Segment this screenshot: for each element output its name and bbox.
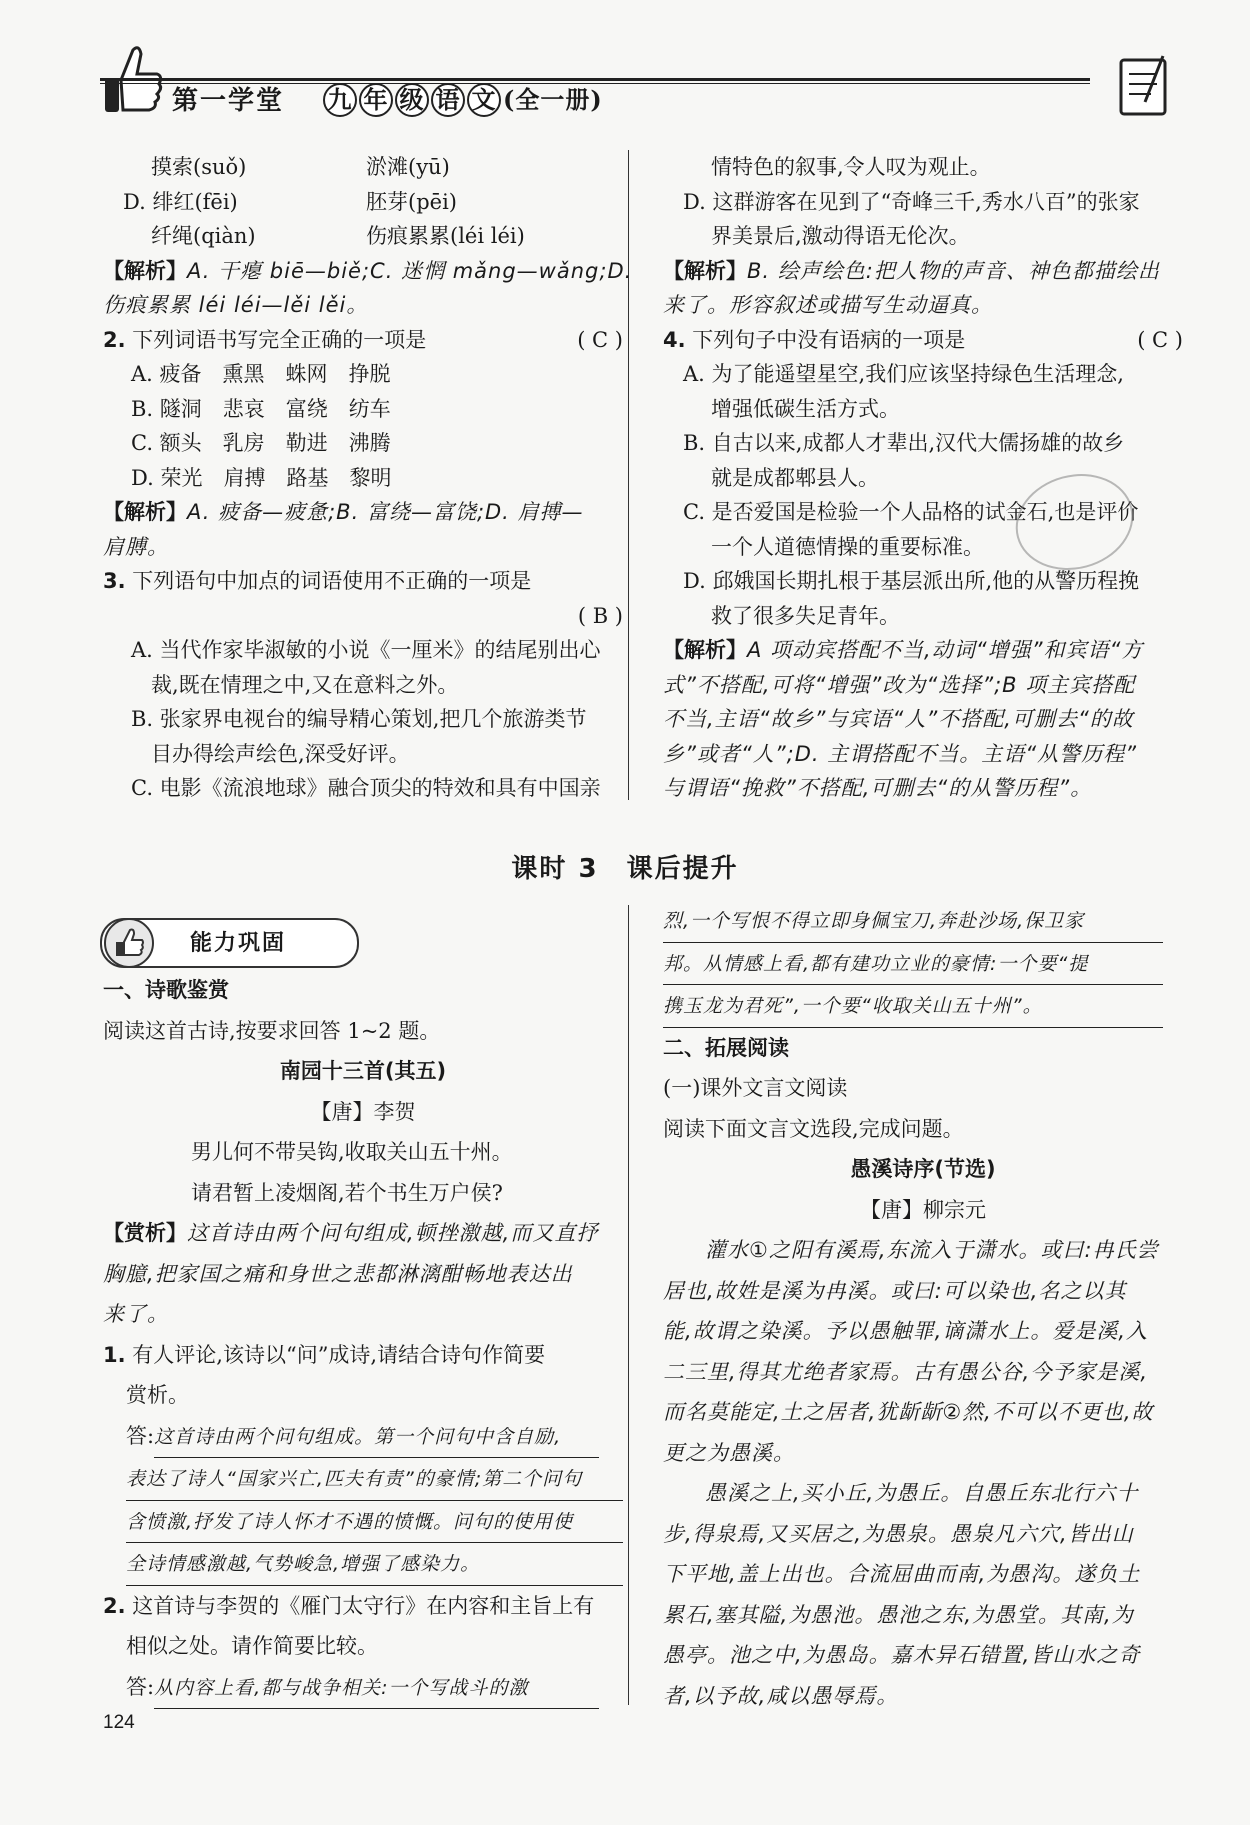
word-pinyin: 纤绳(qiàn) <box>151 224 256 248</box>
option-line: B. 自古以来,成都人才辈出,汉代大儒扬雄的故乡 <box>683 431 1125 455</box>
appreciation-text: 来了。 <box>103 1302 169 1326</box>
analysis-text: 与谓语“挽救”不搭配,可删去“的从警历程”。 <box>663 776 1093 800</box>
subsection-heading: (一)课外文言文阅读 <box>663 1076 848 1100</box>
answer-line <box>103 1543 623 1586</box>
analysis <box>663 254 1183 289</box>
thumbs-up-icon <box>104 918 154 968</box>
analysis-text: B. 绘声绘色:把人物的声音、神色都描绘出 <box>747 258 1160 283</box>
book-icon <box>1115 50 1175 120</box>
question-2 <box>103 323 623 358</box>
question-stem: 下列语句中加点的词语使用不正确的一项是 <box>132 569 532 593</box>
option-line: 一个人道德情操的重要标准。 <box>711 534 984 559</box>
question-number: 3. <box>103 569 126 593</box>
option-line: D. 这群游客在见到了“奇峰三千,秀水八百”的张家 <box>683 189 1140 214</box>
answer-line <box>103 1501 623 1544</box>
option-line: C. 额头 乳房 勒进 沸腾 <box>131 431 391 455</box>
passage-line: 愚溪之上,买小丘,为愚丘。自愚丘东北行六十 <box>705 1481 1139 1505</box>
passage-line: 能,故谓之染溪。予以愚触罪,谪潇水上。爱是溪,入 <box>663 1319 1149 1343</box>
answer-line <box>103 1416 623 1459</box>
left-column-top <box>103 150 633 806</box>
handwritten-answer: 含愤激,抒发了诗人怀才不遇的愤慨。问句的使用使 <box>126 1502 623 1544</box>
analysis-label: 【解析】 <box>663 638 747 662</box>
question-answer: ( B ) <box>577 603 623 628</box>
grade-char: 年 <box>359 83 393 117</box>
option-row <box>103 150 623 185</box>
analysis-text: 式”不搭配,可将“增强”改为“选择”;B 项主宾搭配 <box>663 672 1136 697</box>
analysis-text: 伤痕累累 léi léi—lěi lěi。 <box>103 293 369 317</box>
section-badge <box>100 918 359 968</box>
answer-line <box>103 1458 623 1501</box>
passage-line: 下平地,盖上出也。合流屈曲而南,为愚沟。遂负土 <box>663 1562 1141 1586</box>
question-2 <box>103 1586 623 1627</box>
option-line: 增强低碳生活方式。 <box>711 396 900 421</box>
poem-line: 男儿何不带吴钩,收取关山五十州。 <box>191 1140 513 1164</box>
passage-line: 二三里,得其尤绝者家焉。古有愚公谷,今予家是溪, <box>663 1359 1149 1384</box>
grade-char: 九 <box>323 83 357 117</box>
answer-label: 答: <box>126 1674 155 1699</box>
question-stem: 有人评论,该诗以“问”成诗,请结合诗句作简要 <box>132 1342 546 1367</box>
analysis-label: 【解析】 <box>103 258 187 283</box>
analysis <box>103 254 633 289</box>
question-stem: 赏析。 <box>126 1383 189 1407</box>
option-line: 裁,既在情理之中,又在意料之外。 <box>151 672 459 697</box>
analysis-text: 乡”或者“人”;D. 主谓搭配不当。主语“从警历程” <box>663 741 1137 766</box>
question-stem: 相似之处。请作简要比较。 <box>126 1634 378 1658</box>
passage-line: 步,得泉焉,又买居之,为愚泉。愚泉凡六穴,皆出山 <box>663 1521 1134 1546</box>
analysis <box>103 530 623 565</box>
brand-title: 第一学堂 <box>172 86 285 116</box>
handwritten-answer: 携玉龙为君死”,一个要“收取关山五十州”。 <box>663 986 1163 1028</box>
option-line: D. 邱娥国长期扎根于基层派出所,他的从警历程挽 <box>683 569 1140 593</box>
analysis <box>103 495 623 530</box>
right-column-bottom <box>663 900 1183 1716</box>
handwritten-answer: 邦。从情感上看,都有建功立业的豪情:一个要“提 <box>663 944 1163 986</box>
question-4 <box>663 323 1183 358</box>
column-divider-top <box>628 150 629 800</box>
analysis-label: 【解析】 <box>103 500 187 524</box>
left-column-bottom <box>103 970 623 1709</box>
header-rule-thin <box>100 83 1090 84</box>
answer-line <box>663 985 1183 1028</box>
option-line: A. 为了能遥望星空,我们应该坚持绿色生活理念, <box>683 362 1124 386</box>
page-header <box>95 40 1175 135</box>
answer-line <box>663 900 1183 943</box>
question-stem: 下列词语书写完全正确的一项是 <box>132 327 427 352</box>
question-number: 4. <box>663 327 686 352</box>
instruction: 阅读这首古诗,按要求回答 1~2 题。 <box>103 1018 441 1043</box>
grade-title <box>323 80 603 117</box>
word-pinyin: 摸索(suǒ) <box>151 155 247 179</box>
appreciation-label: 【赏析】 <box>103 1221 187 1245</box>
page-number: 124 <box>103 1712 135 1733</box>
question-answer: ( C ) <box>577 327 623 352</box>
passage-line: 灌水①之阳有溪焉,东流入于潇水。或曰:冉氏尝 <box>705 1238 1159 1262</box>
option-line: 界美景后,激动得语无伦次。 <box>711 224 970 248</box>
word-pinyin: 伤痕累累(léi léi) <box>366 224 525 248</box>
option-line: A. 当代作家毕淑敏的小说《一厘米》的结尾别出心 <box>131 638 601 662</box>
handwritten-answer: 烈,一个写恨不得立即身佩宝刀,奔赴沙场,保卫家 <box>663 901 1163 943</box>
option-row <box>103 219 623 254</box>
analysis-text: 来了。形容叙述或描写生动逼真。 <box>663 293 993 317</box>
option-line: C. 是否爱国是检验一个人品格的试金石,也是评价 <box>683 500 1139 524</box>
poem-line: 请君暂上凌烟阁,若个书生万户侯? <box>191 1180 503 1205</box>
passage-line: 者,以予故,咸以愚辱焉。 <box>663 1683 899 1708</box>
option-line: 就是成都郫县人。 <box>711 465 879 490</box>
word-pinyin: 淤滩(yū) <box>366 155 450 179</box>
lesson-title: 课时 3 课后提升 <box>511 854 739 884</box>
handwritten-answer: 从内容上看,都与战争相关:一个写战斗的激 <box>154 1668 599 1710</box>
option-line: 目办得绘声绘色,深受好评。 <box>151 741 410 766</box>
passage-line: 累石,塞其隘,为愚池。愚池之东,为愚堂。其南,为 <box>663 1602 1134 1627</box>
appreciation-text: 胸臆,把家国之痛和身世之悲都淋漓酣畅地表达出 <box>103 1261 573 1286</box>
handwritten-answer: 全诗情感激越,气势峻急,增强了感染力。 <box>126 1544 623 1586</box>
word-pinyin: D. 绯红(fēi) <box>123 189 238 214</box>
passage-title: 愚溪诗序(节选) <box>850 1157 996 1181</box>
option-line: 救了很多失足青年。 <box>711 603 900 628</box>
option-row <box>103 185 623 220</box>
handwritten-answer: 表达了诗人“国家兴亡,匹夫有责”的豪情;第二个问句 <box>126 1459 623 1501</box>
appreciation <box>103 1213 623 1254</box>
option-line: C. 电影《流浪地球》融合顶尖的特效和具有中国亲 <box>131 776 601 800</box>
analysis-text: A. 疲备—疲惫;B. 富绕—富饶;D. 肩搏— <box>187 500 584 524</box>
analysis-text: A. 干瘪 biē—biě;C. 迷惘 mǎng—wǎng;D. <box>187 258 633 283</box>
grade-char: 级 <box>395 83 429 117</box>
question-stem: 下列句子中没有语病的一项是 <box>692 327 966 352</box>
passage-line: 愚亭。池之中,为愚岛。嘉木异石错置,皆山水之奇 <box>663 1643 1141 1667</box>
analysis <box>103 288 623 323</box>
appreciation-text: 这首诗由两个问句组成,顿挫激越,而又直抒 <box>187 1221 599 1245</box>
column-divider-bottom <box>628 905 629 1705</box>
option-line: A. 疲备 熏黑 蛛网 挣脱 <box>131 362 391 386</box>
analysis-text: A 项动宾搭配不当,动词“增强”和宾语“方 <box>747 638 1144 662</box>
answer-line <box>103 1667 623 1710</box>
analysis-text: 不当,主语“故乡”与宾语“人”不搭配,可删去“的故 <box>663 707 1134 731</box>
question-number: 2. <box>103 1593 126 1618</box>
header-rule <box>100 78 1090 81</box>
option-line: D. 荣光 肩搏 路基 黎明 <box>131 465 392 490</box>
instruction: 阅读下面文言文选段,完成问题。 <box>663 1116 964 1141</box>
volume-label: (全一册) <box>503 85 603 114</box>
answer-line <box>663 943 1183 986</box>
analysis-label: 【解析】 <box>663 258 747 283</box>
option-line: B. 张家界电视台的编导精心策划,把几个旅游类节 <box>131 707 587 731</box>
passage-line: 居也,故姓是溪为冉溪。或曰:可以染也,名之以其 <box>663 1278 1127 1303</box>
grade-char: 语 <box>431 83 465 117</box>
section-heading: 一、诗歌鉴赏 <box>103 978 229 1002</box>
passage-author: 【唐】柳宗元 <box>860 1197 986 1222</box>
word-pinyin: 胚芽(pēi) <box>366 189 457 214</box>
passage-line: 而名莫能定,土之居者,犹龂龂②然,不可以不更也,故 <box>663 1400 1154 1424</box>
analysis <box>663 633 1183 668</box>
question-stem: 这首诗与李贺的《雁门太守行》在内容和主旨上有 <box>132 1593 595 1618</box>
passage-line: 更之为愚溪。 <box>663 1440 795 1465</box>
answer-label: 答: <box>126 1423 155 1448</box>
analysis-text: 肩膊。 <box>103 534 169 559</box>
option-line: 情特色的叙事,令人叹为观止。 <box>711 155 991 179</box>
section-heading: 二、拓展阅读 <box>663 1035 789 1060</box>
handwritten-answer: 这首诗由两个问句组成。第一个问句中含自励, <box>154 1417 599 1459</box>
option-line: B. 隧洞 悲哀 富绕 纺车 <box>131 396 391 421</box>
question-3 <box>103 564 623 599</box>
poem-author: 【唐】李贺 <box>310 1099 416 1124</box>
question-1 <box>103 1335 623 1376</box>
question-answer: ( C ) <box>1137 327 1183 352</box>
poem-title: 南园十三首(其五) <box>279 1059 447 1083</box>
grade-char: 文 <box>467 83 501 117</box>
analysis <box>663 288 1183 323</box>
question-number: 1. <box>103 1342 126 1367</box>
question-number: 2. <box>103 327 126 352</box>
section-label: 能力巩固 <box>190 931 287 956</box>
